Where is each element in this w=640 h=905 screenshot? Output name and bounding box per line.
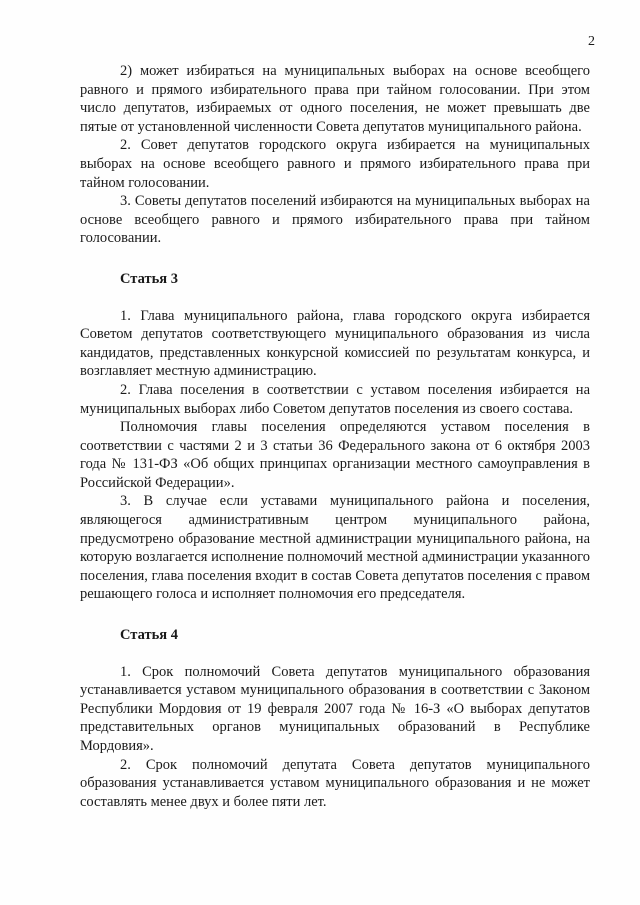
heading-article-3: Статья 3 bbox=[120, 270, 178, 287]
paragraph-art3-item1: 1. Глава муниципального района, глава городского округа избирается Советом депутатов соответствующего муниципального образования из числа кандидатов, представленных конкурсной комиссией по результатам конкурса, и возглавляет местную администрацию. bbox=[80, 307, 590, 380]
paragraph-art2-item2: 2. Совет депутатов городского округа избирается на муниципальных выборах на основе всеобщего равного и прямого избирательного права при тайном голосовании. bbox=[80, 137, 590, 191]
paragraph-art4-item2: 2. Срок полномочий депутата Совета депутатов муниципального образования устанавливается уставом муниципального образования и не может составлять менее двух и более пяти лет. bbox=[80, 756, 590, 810]
heading-article-4: Статья 4 bbox=[120, 627, 178, 644]
paragraph-art4-item1: 1. Срок полномочий Совета депутатов муниципального образования устанавливается уставом муниципального образования в соответствии с Законом Республики Мордовия от 19 февраля 2007 года № 16-З «О выборах депутатов представительных органов муниципальных образований в Республике Мордовия». bbox=[80, 663, 590, 754]
paragraph-art2-item2-sub2: 2) может избираться на муниципальных выборах на основе всеобщего равного и прямого избирательного права при тайном голосовании. При этом число депутатов, избираемых от одного поселения, не может превышать две пятые от установленной численности Совета депутатов муниципального района. bbox=[80, 63, 590, 135]
page-number: 2 bbox=[588, 34, 595, 49]
paragraph-art3-item3: 3. В случае если уставами муниципального района и поселения, являющегося административным центром муниципального района, предусмотрено образование местной администрации муниципального района, на которую возлагается исполнение полномочий местной администрации указанного поселения, глава поселения входит в состав Совета депутатов поселения с правом решающего голоса и исполняет полномочия его председателя. bbox=[80, 493, 590, 603]
paragraph-art3-powers: Полномочия главы поселения определяются уставом поселения в соответствии с частями 2 и 3 статьи 36 Федерального закона от 6 октября 2003 года № 131-ФЗ «Об общих принципах организации местного самоуправления в Российской Федерации». bbox=[80, 419, 590, 491]
paragraph-art2-item3: 3. Советы депутатов поселений избираются на муниципальных выборах на основе всеобщего равного и прямого избирательного права при тайном голосовании. bbox=[80, 193, 590, 247]
paragraph-art3-item2: 2. Глава поселения в соответствии с уставом поселения избирается на муниципальных выборах либо Советом депутатов поселения из своего состава. bbox=[80, 381, 590, 417]
document-body bbox=[80, 62, 590, 811]
